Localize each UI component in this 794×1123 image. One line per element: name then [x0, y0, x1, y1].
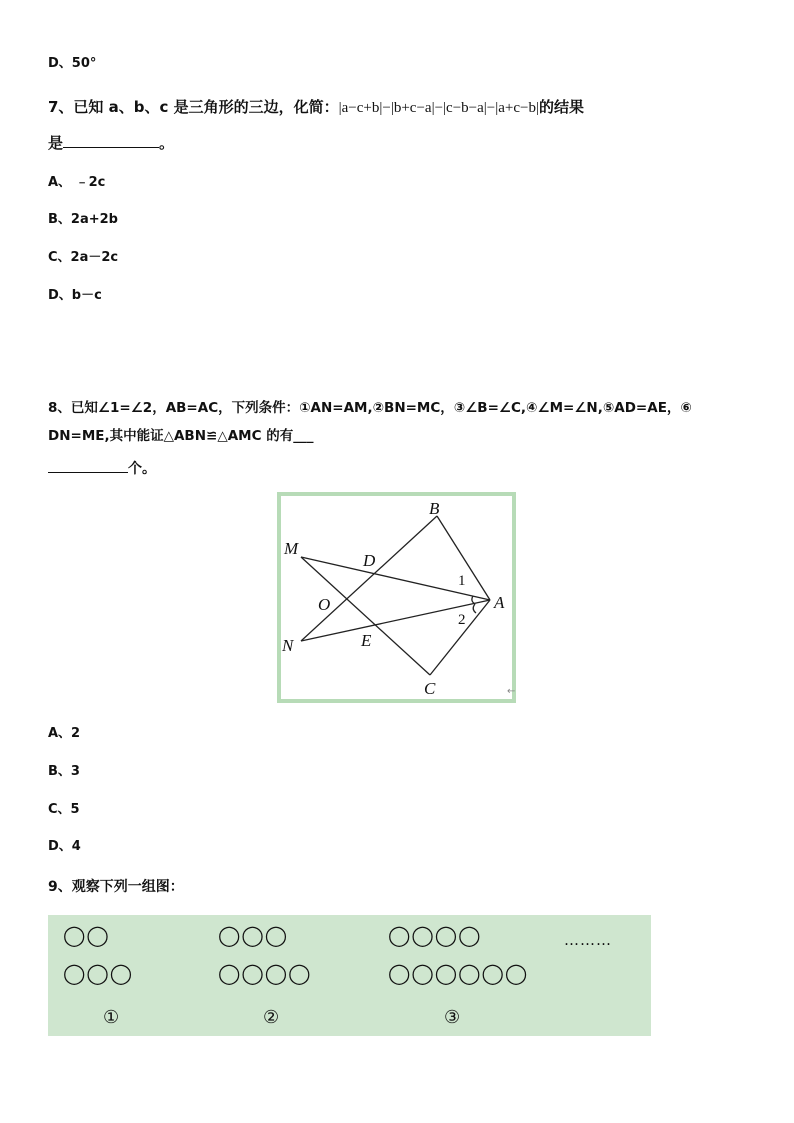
- q7-answer-suffix: 。: [159, 134, 175, 152]
- q6-option-d: D、50°: [48, 56, 97, 71]
- q7-stem-prefix: 7、已知 a、b、c 是三角形的三边，化简：: [48, 98, 339, 116]
- pattern-3-row-1: ◯◯◯◯: [388, 923, 482, 947]
- q7-option-b: B、2a+2b: [48, 212, 118, 227]
- q9-stem: 9、观察下列一组图：: [48, 879, 184, 895]
- q7-stem-line1: [48, 96, 584, 117]
- label-a: A: [494, 593, 505, 612]
- q8-answer-blank[interactable]: [48, 458, 128, 473]
- label-2: 2: [458, 612, 466, 628]
- pattern-2-label: ②: [263, 1007, 280, 1028]
- pattern-3-row-2: ◯◯◯◯◯◯: [388, 961, 529, 985]
- label-c: C: [424, 679, 436, 698]
- pattern-3-label: ③: [444, 1007, 461, 1028]
- q7-answer-prefix: 是: [48, 134, 64, 152]
- q8-option-b: B、3: [48, 764, 80, 779]
- return-arrow-icon: ←: [507, 686, 516, 697]
- pattern-1-row-1: ◯◯: [63, 923, 110, 947]
- q7-expression: |a−c+b|−|b+c−a|−|c−b−a|−|a+c−b|: [338, 100, 539, 116]
- pattern-ellipsis: ………: [564, 931, 612, 949]
- q8-stem-line3: [48, 458, 156, 478]
- q8-option-a: A、2: [48, 726, 81, 741]
- label-m: M: [284, 539, 299, 558]
- pattern-1-row-2: ◯◯◯: [63, 961, 134, 985]
- circle-pattern-panel: [48, 915, 651, 1036]
- pattern-2-row-1: ◯◯◯: [218, 923, 289, 947]
- label-d: D: [363, 551, 376, 570]
- q8-option-c: C、5: [48, 802, 80, 817]
- label-e: E: [361, 631, 372, 650]
- q7-stem-suffix: 的结果: [538, 98, 584, 116]
- label-n: N: [282, 636, 294, 655]
- geometry-figure: [277, 492, 516, 703]
- q7-option-d: D、b－c: [48, 288, 102, 303]
- q8-stem-line1: 8、已知∠1=∠2，AB=AC，下列条件：①AN=AM,②BN=MC，③∠B=∠C,④∠M=∠N,⑤AD=AE，⑥: [48, 400, 692, 416]
- pattern-1-label: ①: [103, 1007, 120, 1028]
- q7-stem-line2: [48, 132, 174, 153]
- label-b: B: [429, 499, 440, 518]
- q7-option-a: A、 ﹣2c: [48, 175, 106, 190]
- q7-answer-blank[interactable]: [63, 133, 159, 148]
- q7-option-c: C、2a－2c: [48, 250, 119, 265]
- q8-option-d: D、4: [48, 839, 81, 854]
- label-o: O: [318, 595, 331, 614]
- q8-stem-line2: DN=ME,其中能证△ABN≌△AMC 的有___: [48, 428, 314, 444]
- label-1: 1: [458, 573, 466, 589]
- q8-answer-suffix: 个。: [128, 461, 156, 477]
- pattern-2-row-2: ◯◯◯◯: [218, 961, 312, 985]
